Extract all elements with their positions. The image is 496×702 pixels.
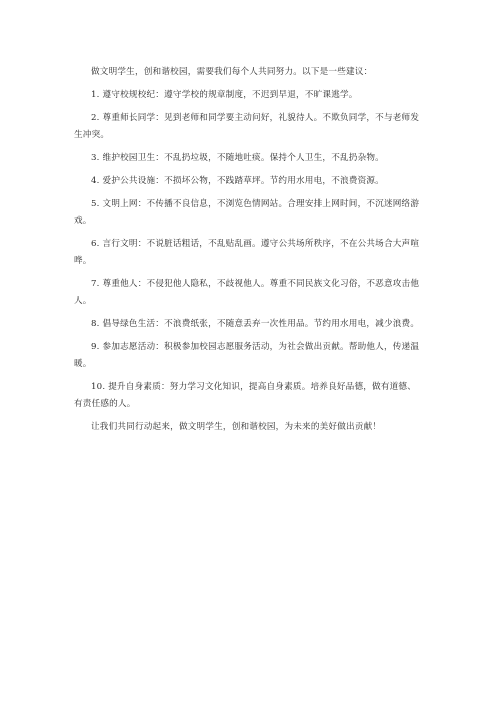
item-title: 倡导绿色生活： — [102, 319, 165, 329]
item-number: 4. — [91, 176, 100, 186]
item-number: 3. — [91, 153, 100, 163]
list-item-7 — [74, 276, 422, 310]
item-number: 2. — [91, 113, 100, 123]
document-body — [74, 64, 422, 442]
item-body: 不传播不良信息，不浏览色情网站。合理安排上网时间，不沉迷网络游戏。 — [74, 199, 420, 226]
list-item-5 — [74, 196, 422, 230]
item-title: 爱护公共设施： — [102, 176, 165, 186]
item-number: 6. — [91, 239, 100, 249]
item-title: 维护校园卫生： — [102, 153, 165, 163]
list-item-3 — [74, 150, 422, 167]
item-body: 不说脏话粗话，不乱贴乱画。遵守公共场所秩序，不在公共场合大声喧哗。 — [74, 239, 420, 266]
list-item-1 — [74, 87, 422, 104]
item-body: 见到老师和同学要主动问好，礼貌待人。不欺负同学，不与老师发生冲突。 — [74, 113, 420, 140]
item-body: 努力学习文化知识，提高自身素质。培养良好品德，做有道德、有责任感的人。 — [74, 382, 417, 409]
item-title: 提升自身素质： — [108, 382, 170, 392]
item-number: 1. — [91, 90, 100, 100]
item-body: 遵守学校的规章制度，不迟到早退，不旷课逃学。 — [164, 90, 358, 100]
item-body: 积极参加校园志愿服务活动，为社会做出贡献。帮助他人，传递温暖。 — [74, 342, 420, 369]
item-number: 9. — [91, 342, 100, 352]
item-title: 言行文明： — [102, 239, 147, 249]
closing-paragraph: 让我们共同行动起来，做文明学生，创和谐校园，为未来的美好做出贡献！ — [91, 422, 382, 432]
item-number: 7. — [91, 279, 100, 289]
item-title: 文明上网： — [102, 199, 147, 209]
item-title: 参加志愿活动： — [102, 342, 165, 352]
list-item-4 — [74, 173, 422, 190]
item-title: 遵守校规校纪： — [102, 90, 165, 100]
intro-paragraph: 做文明学生，创和谐校园，需要我们每个人共同努力。以下是一些建议： — [91, 67, 373, 77]
item-body: 不浪费纸张，不随意丢弃一次性用品。节约用水用电，减少浪费。 — [164, 319, 420, 329]
list-item-9 — [74, 339, 422, 373]
list-item-2 — [74, 110, 422, 144]
list-item-6 — [74, 236, 422, 270]
list-item-10 — [74, 379, 422, 413]
item-number: 10. — [91, 382, 106, 392]
list-item-8 — [74, 316, 422, 333]
item-body: 不侵犯他人隐私，不歧视他人。尊重不同民族文化习俗，不恶意攻击他人。 — [74, 279, 420, 306]
item-body: 不损坏公物，不践踏草坪。节约用水用电，不浪费资源。 — [164, 176, 384, 186]
item-body: 不乱扔垃圾，不随地吐痰。保持个人卫生，不乱扔杂物。 — [164, 153, 384, 163]
item-title: 尊重师长同学： — [102, 113, 165, 123]
item-number: 8. — [91, 319, 100, 329]
item-number: 5. — [91, 199, 100, 209]
item-title: 尊重他人： — [102, 279, 147, 289]
